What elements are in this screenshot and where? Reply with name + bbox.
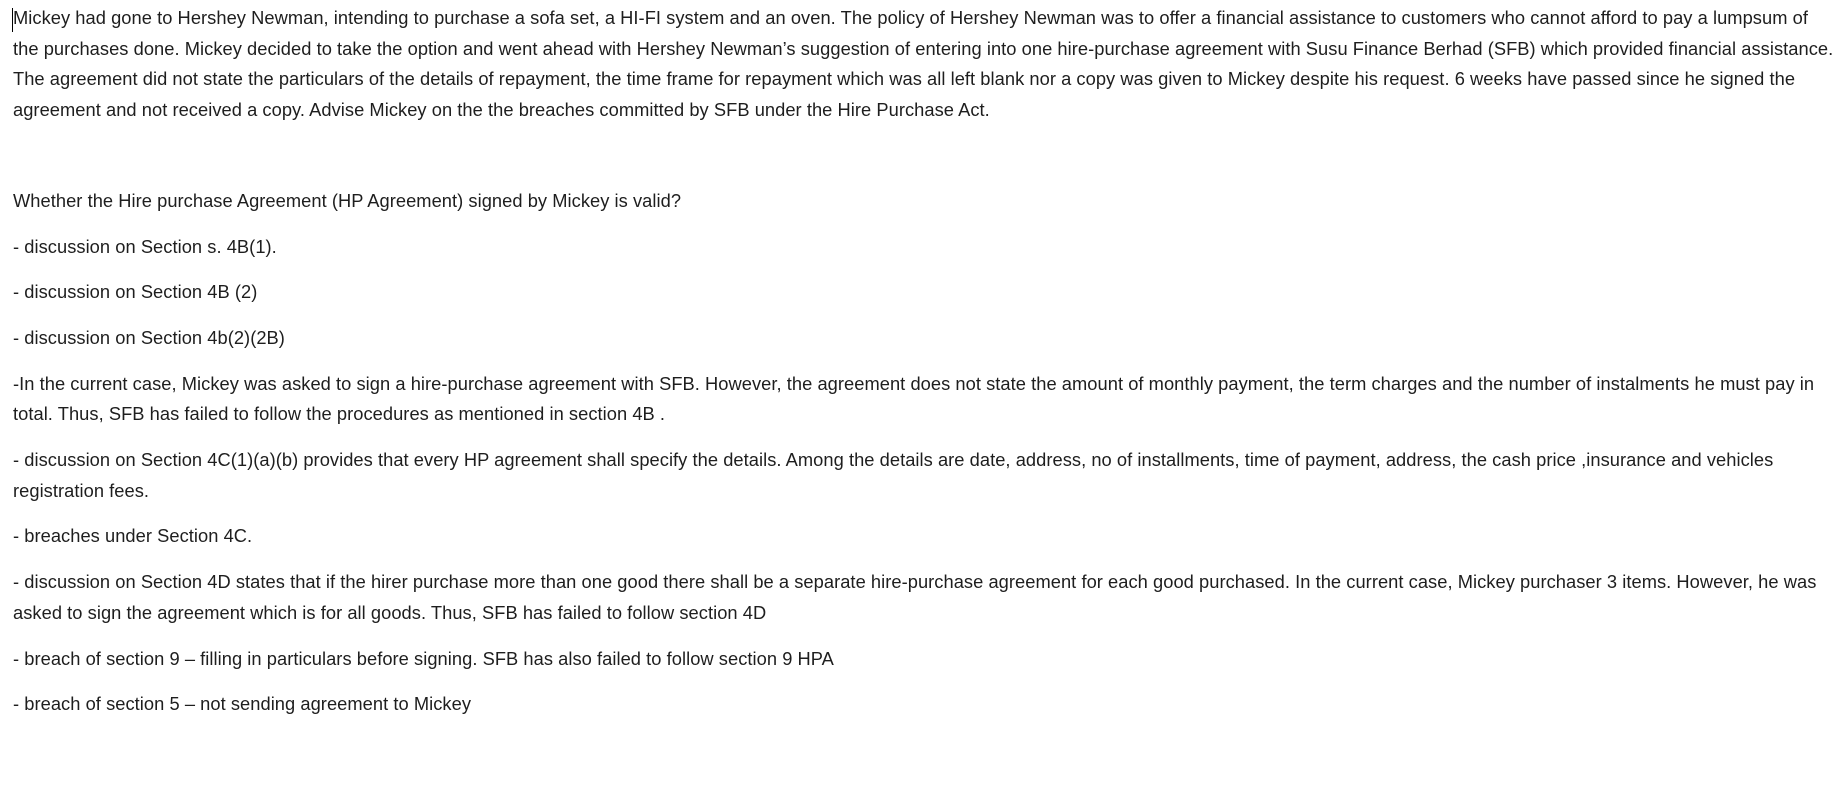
question-heading[interactable]: Whether the Hire purchase Agreement (HP Agreement) signed by Mickey is valid? — [13, 189, 682, 211]
list-item[interactable]: - discussion on Section s. 4B(1). — [13, 235, 277, 257]
list-item[interactable]: - discussion on Section 4C(1)(a)(b) provides that every HP agreement shall specify the details. Among the details are date, address, no of installments, time of payment, address, the cash price ,insurance and vehicles registration fees. — [13, 449, 1774, 501]
text-cursor — [12, 8, 13, 32]
list-item[interactable]: - breach of section 9 – filling in particulars before signing. SFB has also failed to follow section 9 HPA — [13, 647, 834, 669]
list-item[interactable]: -In the current case, Mickey was asked to sign a hire-purchase agreement with SFB. However, the agreement does not state the amount of monthly payment, the term charges and the number of instalments he must pay in total. Thus, SFB has failed to follow the procedures as mentioned in section 4B . — [13, 372, 1815, 425]
list-item[interactable]: - breach of section 5 – not sending agreement to Mickey — [13, 693, 472, 715]
list-item[interactable]: - discussion on Section 4b(2)(2B) — [13, 326, 285, 348]
list-item[interactable]: - breaches under Section 4C. — [13, 525, 253, 547]
list-item[interactable]: - discussion on Section 4B (2) — [13, 281, 258, 303]
intro-paragraph[interactable]: Mickey had gone to Hershey Newman, intending to purchase a sofa set, a HI-FI system and an oven. The policy of Hershey Newman was to offer a financial assistance to customers who cannot afford to pay a lumpsum of the purchases done. Mickey decided to take the option and went ahead with Hershey Newman’s suggestion of entering into one hire-purchase agreement with Susu Finance Berhad (SFB) which provided financial assistance. The agreement did not state the particulars of the details of repayment, the time frame for repayment which was all left blank nor a copy was given to Mickey despite his request. 6 weeks have passed since he signed the agreement and not received a copy. Advise Mickey on the the breaches committed by SFB under the Hire Purchase Act. — [13, 7, 1834, 121]
list-item[interactable]: - discussion on Section 4D states that if the hirer purchase more than one good there shall be a separate hire-purchase agreement for each good purchased. In the current case, Mickey purchaser 3 items. However, he was asked to sign the agreement which is for all goods. Thus, SFB has failed to follow section 4D — [13, 571, 1817, 623]
